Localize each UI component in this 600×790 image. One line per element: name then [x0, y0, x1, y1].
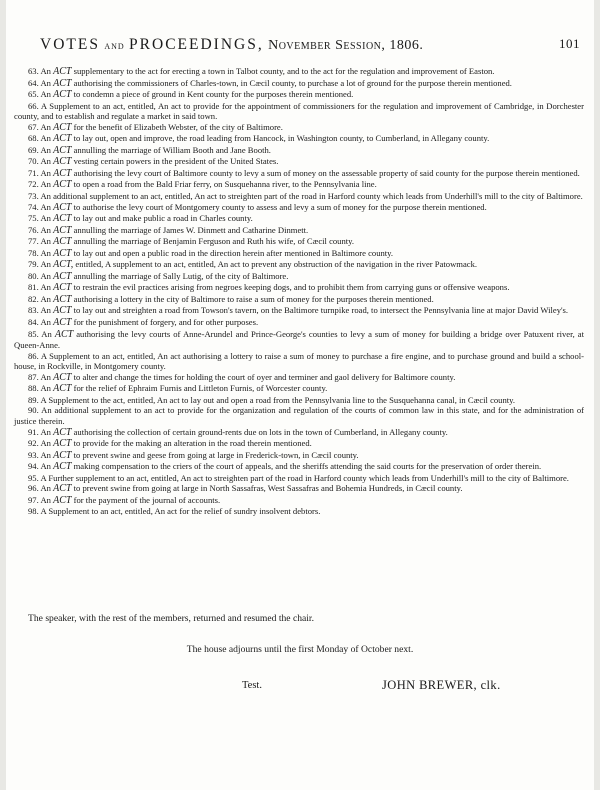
act-entry — [14, 351, 584, 372]
act-text: authorising a lottery in the city of Baltimore to raise a sum of money for the purposes therein mentioned. — [73, 293, 434, 304]
act-number: 75. — [28, 213, 39, 224]
act-prefix: An — [40, 133, 51, 144]
act-keyword: ACT — [53, 179, 72, 191]
act-number: 82. — [28, 293, 39, 304]
act-number: 67. — [28, 121, 39, 132]
act-text: A Further supplement to an act, entitled, An act to streighten part of the road in Harford county which leads from Underhill's mill to the city of Baltimore. — [40, 472, 569, 483]
act-entry — [14, 248, 584, 260]
act-keyword: ACT — [53, 66, 72, 77]
act-text: authorising the commissioners of Charles-town, in Cæcil county, to purchase a lot of ground for the purpose therein mentioned. — [73, 77, 512, 88]
act-text: to restrain the evil practices arising from negroes keeping dogs, and to prohibit them from carrying guns or offensive weapons. — [73, 282, 510, 293]
act-number: 97. — [28, 494, 39, 505]
act-number: 83. — [28, 305, 39, 316]
page-header — [40, 36, 580, 54]
act-number: 94. — [28, 461, 39, 472]
act-keyword: ACT — [53, 494, 72, 506]
act-keyword: ACT — [53, 282, 72, 294]
act-entry — [14, 461, 584, 473]
act-prefix: An — [40, 293, 51, 304]
act-keyword: ACT — [53, 133, 72, 145]
act-keyword: ACT — [53, 121, 72, 133]
adjourn-line: The house adjourns until the first Monday of October next. — [186, 644, 414, 655]
act-entry — [14, 483, 584, 495]
act-text: to prevent swine from going at large in North Sassafras, West Sassafras and Bohemia Hundreds, in Cæcil county. — [73, 483, 463, 494]
act-entry — [14, 495, 584, 507]
act-keyword: ACT — [53, 156, 72, 168]
act-keyword: ACT — [53, 247, 72, 259]
act-text: to lay out and streighten a road from Towson's tavern, on the Baltimore turnpike road, to intersect the Pennsylvania line at major David Wiley's. — [73, 305, 569, 316]
act-keyword: ACT — [53, 270, 72, 282]
act-entry — [14, 305, 584, 317]
act-number: 64. — [28, 77, 39, 88]
act-text: A Supplement to an act, entitled, An act for the relief of sundry insolvent debtors. — [40, 506, 321, 517]
act-keyword: ACT — [53, 293, 72, 305]
act-entry — [14, 213, 584, 225]
act-prefix: An — [40, 438, 51, 449]
act-number: 92. — [28, 438, 39, 449]
act-number: 93. — [28, 449, 39, 460]
act-number: 85. — [28, 328, 39, 339]
act-entry — [14, 236, 584, 248]
act-prefix: An — [40, 224, 51, 235]
acts-list — [14, 66, 584, 517]
clerk-signature: JOHN BREWER, clk. — [382, 678, 501, 692]
act-number: 78. — [28, 247, 39, 258]
act-text: authorising the levy court of Baltimore county to levy a sum of money on the assessable property of said county for the purpose therein mentioned. — [73, 167, 580, 178]
act-keyword: ACT — [53, 438, 72, 450]
act-entry — [14, 450, 584, 462]
act-keyword: ACT — [53, 167, 72, 179]
act-entry — [14, 383, 584, 395]
act-prefix: An — [40, 461, 51, 472]
act-prefix: An — [40, 426, 51, 437]
act-text: authorising the levy courts of Anne-Arundel and Prince-George's counties to levy a sum of money for building a bridge over Patuxent river, at Queen-Anne. — [14, 328, 584, 351]
act-number: 84. — [28, 317, 39, 328]
act-entry — [14, 66, 584, 78]
act-number: 66. — [28, 100, 39, 111]
act-number: 72. — [28, 179, 39, 190]
act-number: 95. — [28, 472, 39, 483]
act-text: for the punishment of forgery, and for other purposes. — [73, 317, 259, 328]
act-keyword: ACT — [53, 77, 72, 89]
act-prefix: An — [40, 89, 51, 100]
act-number: 96. — [28, 483, 39, 494]
act-text: An additional supplement to an act, entitled, An act to streighten part of the road in Harford county which leads from Underhill's mill to the city of Baltimore. — [40, 191, 583, 202]
act-number: 87. — [28, 371, 39, 382]
act-prefix: An — [40, 121, 51, 132]
act-number: 86. — [28, 350, 39, 361]
act-entry — [14, 372, 584, 384]
act-prefix: An — [40, 270, 51, 281]
header-proceedings: PROCEEDINGS, — [129, 36, 264, 53]
act-entry — [14, 329, 584, 351]
act-entry — [14, 78, 584, 90]
act-text: annulling the marriage of James W. Dinmett and Catharine Dinmett. — [73, 224, 309, 235]
act-prefix: An — [40, 282, 51, 293]
act-text: to authorise the levy court of Montgomery county to assess and levy a sum of money for the purpose therein mentioned. — [73, 201, 487, 212]
act-entry — [14, 294, 584, 306]
act-text: to open a road from the Bald Friar ferry, on Susquehanna river, to the Pennsylvania line. — [73, 179, 377, 190]
act-number: 65. — [28, 89, 39, 100]
act-entry — [14, 405, 584, 426]
act-text: to provide for the making an alteration in the road therein mentioned. — [73, 438, 312, 449]
act-text: An additional supplement to an act to provide for the organization and regulation of the courts of common law in this state, and for the administration of justice therein. — [14, 405, 584, 426]
act-entry — [14, 145, 584, 157]
act-number: 98. — [28, 506, 39, 517]
act-number: 68. — [28, 133, 39, 144]
act-text: A Supplement to the act, entitled, An act to lay out and open a road from the Pennsylvania line to the Susquehanna canal, in Cæcil county. — [40, 394, 516, 405]
act-keyword: ACT — [53, 461, 72, 473]
act-number: 91. — [28, 426, 39, 437]
act-text: vesting certain powers in the president of the United States. — [73, 156, 279, 167]
act-entry — [14, 179, 584, 191]
act-number: 80. — [28, 270, 39, 281]
page-edge-right — [594, 0, 600, 790]
act-prefix: An — [40, 156, 51, 167]
act-entry — [14, 168, 584, 180]
act-entry — [14, 122, 584, 134]
header-and: and — [104, 38, 125, 52]
act-prefix: An — [40, 383, 51, 394]
header-votes: VOTES — [40, 36, 100, 53]
act-text: A Supplement to an act, entitled, An act to provide for the appointment of commissioners for the regulation and improvement of Cambridge, in Dorchester county, and to establish and regulate a market in said town. — [14, 100, 584, 122]
act-keyword: ACT — [53, 426, 72, 438]
act-number: 63. — [28, 66, 39, 76]
act-text: to prevent swine and geese from going at large in Frederick-town, in Cæcil county. — [73, 449, 359, 460]
act-keyword: ACT — [54, 328, 74, 340]
act-keyword: ACT, — [53, 259, 74, 271]
act-keyword: ACT — [53, 317, 72, 329]
act-text: making compensation to the criers of the court of appeals, and the sheriffs attending the said courts for the preservation of order therein. — [73, 461, 542, 472]
act-text: authorising the collection of certain ground-rents due on lots in the town of Cumberland, in Allegany county. — [73, 426, 448, 437]
act-text: to condemn a piece of ground in Kent county for the purposes therein mentioned. — [73, 89, 354, 100]
act-prefix: An — [40, 66, 51, 76]
act-number: 77. — [28, 236, 39, 247]
act-prefix: An — [40, 77, 51, 88]
act-entry — [14, 89, 584, 101]
act-entry — [14, 438, 584, 450]
act-entry — [14, 191, 584, 202]
test-label: Test. — [242, 680, 262, 691]
act-text: to alter and change the times for holding the court of oyer and terminer and gaol delivery for Baltimore county. — [73, 371, 456, 382]
act-number: 88. — [28, 383, 39, 394]
act-prefix: An — [40, 201, 51, 212]
act-keyword: ACT — [53, 371, 72, 383]
act-entry — [14, 156, 584, 168]
act-entry — [14, 225, 584, 237]
act-prefix: An — [41, 328, 52, 339]
act-text: annulling the marriage of William Booth and Jane Booth. — [73, 144, 271, 155]
act-prefix: An — [40, 247, 51, 258]
act-prefix: An — [40, 371, 51, 382]
act-prefix: An — [40, 449, 51, 460]
act-prefix: An — [40, 305, 51, 316]
act-entry — [14, 202, 584, 214]
act-entry — [14, 259, 584, 271]
act-entry — [14, 427, 584, 439]
act-prefix: An — [40, 179, 51, 190]
act-keyword: ACT — [53, 201, 72, 213]
act-number: 89. — [28, 394, 39, 405]
act-prefix: An — [40, 167, 51, 178]
act-text: for the relief of Ephraim Furnis and Littleton Furnis, of Worcester county. — [73, 383, 328, 394]
act-keyword: ACT — [53, 89, 72, 101]
act-entry — [14, 317, 584, 329]
act-text: to lay out, open and improve, the road leading from Hancock, in Washington county, to Cumberland, in Allegany county. — [73, 133, 490, 144]
act-text: annulling the marriage of Benjamin Ferguson and Ruth his wife, of Cæcil county. — [73, 236, 355, 247]
act-text: for the benefit of Elizabeth Webster, of the city of Baltimore. — [73, 121, 283, 132]
act-number: 70. — [28, 156, 39, 167]
page-number: 101 — [559, 36, 580, 51]
act-keyword: ACT — [53, 224, 72, 236]
act-number: 71. — [28, 167, 39, 178]
act-entry — [14, 133, 584, 145]
act-text: entitled, A supplement to an act, entitled, An act to prevent any obstruction of the navigation in the river Patowmack. — [75, 259, 478, 270]
act-number: 79. — [28, 259, 39, 270]
act-text: to lay out and make public a road in Charles county. — [73, 213, 253, 224]
act-number: 73. — [28, 191, 39, 202]
act-number: 76. — [28, 224, 39, 235]
act-entry — [14, 282, 584, 294]
act-entry — [14, 473, 584, 484]
act-text: A Supplement to an act, entitled, An act authorising a lottery to raise a sum of money to purchase a fire engine, and to purchase ground and build a school-house, in Rockville, in Montgomery county. — [14, 350, 584, 372]
act-prefix: An — [40, 213, 51, 224]
act-text: to lay out and open a public road in the direction herein after mentioned in Baltimore county. — [73, 247, 394, 258]
act-prefix: An — [40, 494, 51, 505]
act-number: 81. — [28, 282, 39, 293]
act-keyword: ACT — [53, 383, 72, 395]
act-keyword: ACT — [53, 483, 72, 495]
act-prefix: An — [40, 144, 51, 155]
act-prefix: An — [40, 483, 51, 494]
act-keyword: ACT — [53, 144, 72, 156]
act-keyword: ACT — [53, 236, 72, 248]
header-session: November Session, 1806. — [268, 38, 424, 53]
act-number: 74. — [28, 201, 39, 212]
act-prefix: An — [40, 259, 51, 270]
act-prefix: An — [40, 236, 51, 247]
act-text: annulling the marriage of Sally Lutig, of the city of Baltimore. — [73, 270, 289, 281]
act-keyword: ACT — [53, 305, 72, 317]
page-edge-left — [0, 0, 6, 790]
act-text: supplementary to the act for erecting a town in Talbot county, and to the act for the regulation and improvement of Easton. — [73, 66, 495, 76]
closing-paragraph: The speaker, with the rest of the members, returned and resumed the chair. — [28, 613, 314, 624]
act-entry — [14, 271, 584, 283]
act-prefix: An — [40, 317, 51, 328]
act-entry — [14, 395, 584, 406]
act-entry — [14, 506, 584, 517]
act-entry — [14, 101, 584, 122]
act-number: 69. — [28, 144, 39, 155]
act-keyword: ACT — [53, 449, 72, 461]
act-number: 90. — [28, 405, 39, 416]
act-keyword: ACT — [53, 213, 72, 225]
act-text: for the payment of the journal of accounts. — [73, 494, 221, 505]
